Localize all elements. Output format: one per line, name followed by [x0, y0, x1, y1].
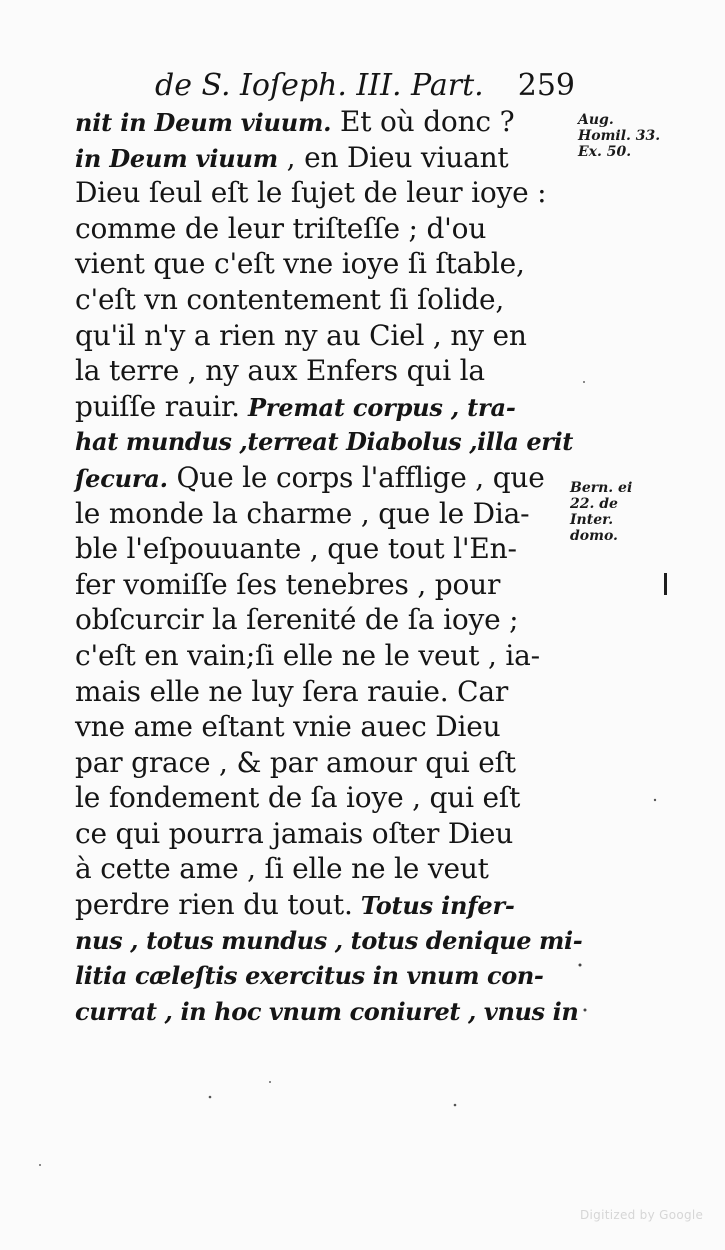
- text-line: par grace , & par amour qui eſt: [75, 745, 516, 779]
- margin-note-line: 22. de: [570, 496, 618, 512]
- latin-line: litia cæleſtis exercitus in vnum con-: [75, 961, 544, 991]
- text-line: le fondement de ſa ioye , qui eſt: [75, 781, 521, 815]
- text-line: vne ame eſtant vnie auec Dieu: [75, 710, 501, 744]
- latin-quote: nit in Deum viuum.: [75, 108, 332, 137]
- latin-line: nus , totus mundus , totus denique mi-: [75, 925, 583, 955]
- margin-note-line: domo.: [570, 528, 618, 544]
- print-speck: [269, 1081, 271, 1083]
- running-title: de S. Ioſeph. III. Part.: [155, 68, 484, 103]
- french-text: puiſſe rauir.: [75, 389, 240, 423]
- latin-quote: Totus infer-: [352, 891, 515, 921]
- margin-note-line: Homil. 33.: [578, 128, 661, 144]
- text-line: comme de leur triſteſſe ; d'ou: [75, 211, 487, 245]
- text-line: le monde la charme , que le Dia-: [75, 496, 530, 530]
- text-line: mais elle ne luy ſera rauie. Car: [75, 674, 509, 708]
- margin-note-line: Bern. ei: [570, 480, 633, 496]
- print-speck: [583, 381, 585, 383]
- latin-quote: in Deum viuum: [75, 143, 278, 173]
- text-line: à cette ame , ſi elle ne le veut: [75, 852, 489, 886]
- french-text: Que le corps l'afflige , que: [167, 460, 545, 494]
- latin-line: currat , in hoc vnum coniuret , vnus in: [75, 996, 579, 1026]
- text-line: ble l'eſpouuante , que tout l'En-: [75, 532, 517, 566]
- text-line: c'eſt en vain;ſi elle ne le veut , ia-: [75, 638, 540, 672]
- margin-note-line: Ex. 50.: [578, 144, 632, 160]
- print-speck: [454, 1104, 457, 1107]
- text-line: Dieu ſeul eſt le ſujet de leur ioye :: [75, 176, 547, 210]
- margin-note-line: Inter.: [570, 512, 614, 528]
- watermark: Digitized by Google: [580, 1208, 704, 1222]
- latin-quote: Premat corpus , tra-: [239, 392, 516, 422]
- print-speck: [654, 799, 656, 801]
- text-line: qu'il n'y a rien ny au Ciel , ny en: [75, 318, 527, 352]
- latin-line: hat mundus ,terreat Diabolus ,illa erit: [75, 427, 573, 457]
- print-speck: [584, 1009, 587, 1012]
- print-speck: [209, 1096, 212, 1099]
- french-text: Et où donc ?: [331, 105, 515, 138]
- print-speck: [664, 573, 667, 595]
- text-line: c'eſt vn contentement ſi ſolide,: [75, 282, 505, 316]
- french-text: , en Dieu viuant: [277, 140, 509, 174]
- french-text: perdre rien du tout.: [75, 888, 353, 922]
- print-speck: [579, 964, 582, 967]
- text-line: la terre , ny aux Enfers qui la: [75, 354, 485, 388]
- text-line: vient que c'eſt vne ioye ſi ſtable,: [75, 247, 525, 281]
- text-line: fer vomiſſe ſes tenebres , pour: [75, 567, 501, 601]
- margin-note-line: Aug.: [578, 112, 614, 128]
- latin-quote: ſecura.: [75, 463, 168, 493]
- text-line: obſcurcir la ſerenité de ſa ioye ;: [75, 603, 519, 637]
- text-line: ce qui pourra jamais oſter Dieu: [75, 816, 514, 850]
- print-speck: [39, 1164, 41, 1166]
- page-number: 259: [517, 68, 575, 103]
